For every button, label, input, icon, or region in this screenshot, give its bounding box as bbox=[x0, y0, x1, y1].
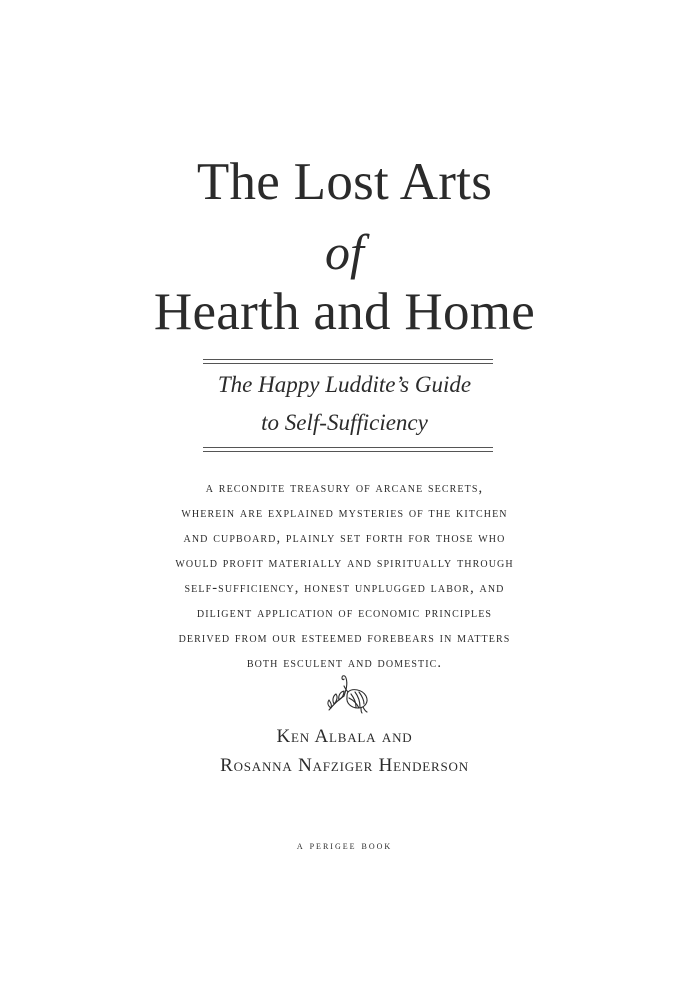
subtitle-line-2: to Self-Sufficiency bbox=[261, 410, 428, 435]
onion-sprig-icon bbox=[326, 670, 372, 714]
top-double-rule bbox=[203, 359, 493, 364]
author-line-1: Ken Albala and bbox=[276, 726, 413, 747]
blurb-line: diligent application of economic principles bbox=[196, 605, 493, 621]
title-line-3: Hearth and Home bbox=[153, 283, 536, 341]
blurb-line: both esculent and domestic. bbox=[246, 655, 443, 671]
title-line-1: The Lost Arts bbox=[196, 153, 493, 211]
blurb-line: self-sufficiency, honest unplugged labor, and bbox=[184, 580, 505, 596]
blurb-line: a recondite treasury of arcane secrets, bbox=[205, 480, 484, 496]
subtitle-line-1: The Happy Luddite’s Guide bbox=[217, 372, 472, 397]
author-line-2: Rosanna Nafziger Henderson bbox=[220, 755, 469, 776]
blurb-line: would profit materially and spiritually through bbox=[175, 555, 514, 571]
blurb-line: wherein are explained mysteries of the kitchen bbox=[181, 505, 508, 521]
blurb-line: and cupboard, plainly set forth for those who bbox=[183, 530, 506, 546]
title-line-of: of bbox=[325, 224, 364, 280]
publisher-imprint: a perigee book bbox=[296, 838, 393, 852]
description-blurb bbox=[0, 476, 689, 676]
bottom-double-rule bbox=[203, 447, 493, 452]
blurb-line: derived from our esteemed forebears in matters bbox=[178, 630, 511, 646]
